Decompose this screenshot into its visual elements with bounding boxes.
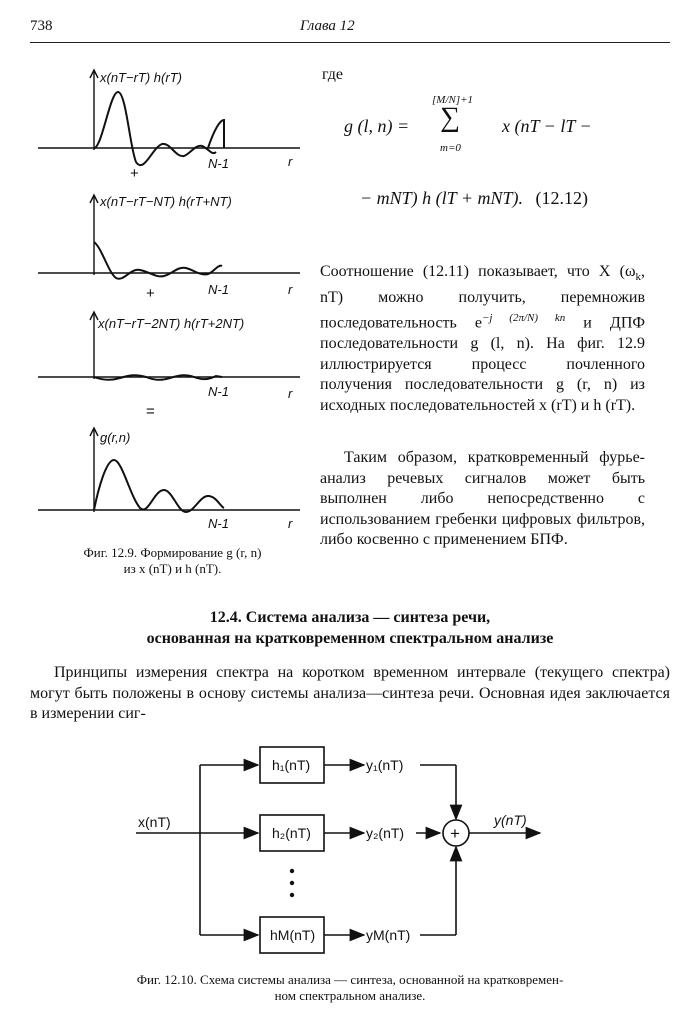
- panel-1-label: x(nT−rT) h(rT): [100, 70, 182, 85]
- panel-3-end-label: N-1: [208, 384, 229, 399]
- adder-label: +: [450, 824, 460, 843]
- body-paragraph: [30, 663, 670, 725]
- panel-3-label: x(nT−rT−2NT) h(rT+2NT): [98, 316, 245, 331]
- figure-12-10-caption: [30, 972, 670, 1004]
- section-title-line2: основанная на кратковременном спектральном анализе: [146, 630, 554, 647]
- operator-plus-1: +: [130, 165, 139, 182]
- filter-m-label: hM(nT): [270, 927, 316, 943]
- equation-line2: [360, 188, 645, 209]
- section-title: [30, 607, 670, 649]
- figure-12-10-caption-line2: ном спектральном анализе.: [274, 988, 426, 1003]
- filter-2-output-label: y₂(nT): [366, 825, 405, 841]
- paragraph-2-text: Таким образом, кратковременный фурье-анализ речевых сигналов может быть выполнен либо непосредственно с использованием гребенки цифровых фильтров, либо косвенно с применением БПФ.: [320, 449, 645, 548]
- paragraph-1: [320, 262, 645, 416]
- paragraph-1-subscript: k: [635, 271, 641, 284]
- operator-plus-2: +: [146, 285, 155, 302]
- running-head: Глава 12: [300, 18, 355, 34]
- panel-4-end-label: N-1: [208, 516, 229, 531]
- panel-4-axis-label: r: [288, 516, 293, 531]
- filter-1-label: h₁(nT): [272, 757, 311, 773]
- paragraph-1-exponent: −j (2π/N) kn: [482, 312, 566, 325]
- panel-4-label: g(r,n): [100, 430, 131, 445]
- equation-rhs-part1: x (nT − lT −: [502, 116, 592, 136]
- panel-1-axis-label: r: [288, 154, 293, 169]
- paragraph-1-text-a: Соотношение (12.11) показывает, что X (ω: [320, 263, 636, 280]
- panel-2-label: x(nT−rT−NT) h(rT+NT): [100, 194, 232, 209]
- filter-1-output-label: y₁(nT): [366, 757, 404, 773]
- operator-equals: =: [146, 403, 155, 420]
- equation-line1: [344, 92, 644, 162]
- equation-lhs: g (l, n) =: [344, 116, 410, 136]
- paragraph-2: [320, 448, 645, 551]
- figure-12-9: [30, 50, 315, 550]
- figure-12-10-caption-line1: Фиг. 12.10. Схема системы анализа — синтеза, основанной на кратковремен-: [136, 972, 564, 987]
- figure-12-9-caption: [30, 545, 315, 577]
- panel-3-axis-label: r: [288, 386, 293, 401]
- equation-number: (12.12): [535, 188, 588, 208]
- sum-upper-limit: [M/N]+1: [432, 94, 474, 106]
- paragraph-1-text-b: , nT) можно получить, перемножив последовательность e: [320, 263, 645, 332]
- filter-m-output-label: yM(nT): [366, 927, 411, 943]
- section-title-line1: 12.4. Система анализа — синтеза речи,: [209, 609, 491, 626]
- equation-rhs-part2: − mNT) h (lT + mNT).: [360, 188, 523, 208]
- output-label: y(nT): [494, 812, 527, 828]
- ellipsis-dot-2: [290, 881, 294, 885]
- panel-2-end-label: N-1: [208, 282, 229, 297]
- sum-lower-limit: m=0: [440, 142, 461, 154]
- paragraph-1-text-c: и ДПФ последовательности g (l, n). На фиг. 12.9 иллюстрируется процесс почленного получения последовательности g (r, n) из исходных последовательностей x (rT) и h (rT).: [320, 314, 646, 414]
- equation-intro: где: [322, 66, 344, 83]
- panel-2-axis-label: r: [288, 282, 293, 297]
- panel-1-end-label: N-1: [208, 156, 229, 171]
- page-header: [30, 18, 670, 42]
- figure-12-10: [120, 735, 560, 955]
- header-rule: [30, 42, 670, 43]
- figure-12-9-caption-line1: Фиг. 12.9. Формирование g (r, n): [83, 545, 262, 560]
- ellipsis-dot-1: [290, 869, 294, 873]
- input-label: x(nT): [138, 814, 171, 830]
- figure-12-9-caption-line2: из x (nT) и h (nT).: [123, 561, 222, 576]
- ellipsis-dot-3: [290, 893, 294, 897]
- filter-2-label: h₂(nT): [272, 825, 311, 841]
- body-paragraph-text: Принципы измерения спектра на коротком временном интервале (текущего спектра) могут быть положены в основу системы анализа—синтеза речи. Основная идея заключается в измерении сиг-: [30, 664, 670, 722]
- page-number: 738: [30, 18, 53, 34]
- sum-symbol: ∑: [440, 102, 460, 133]
